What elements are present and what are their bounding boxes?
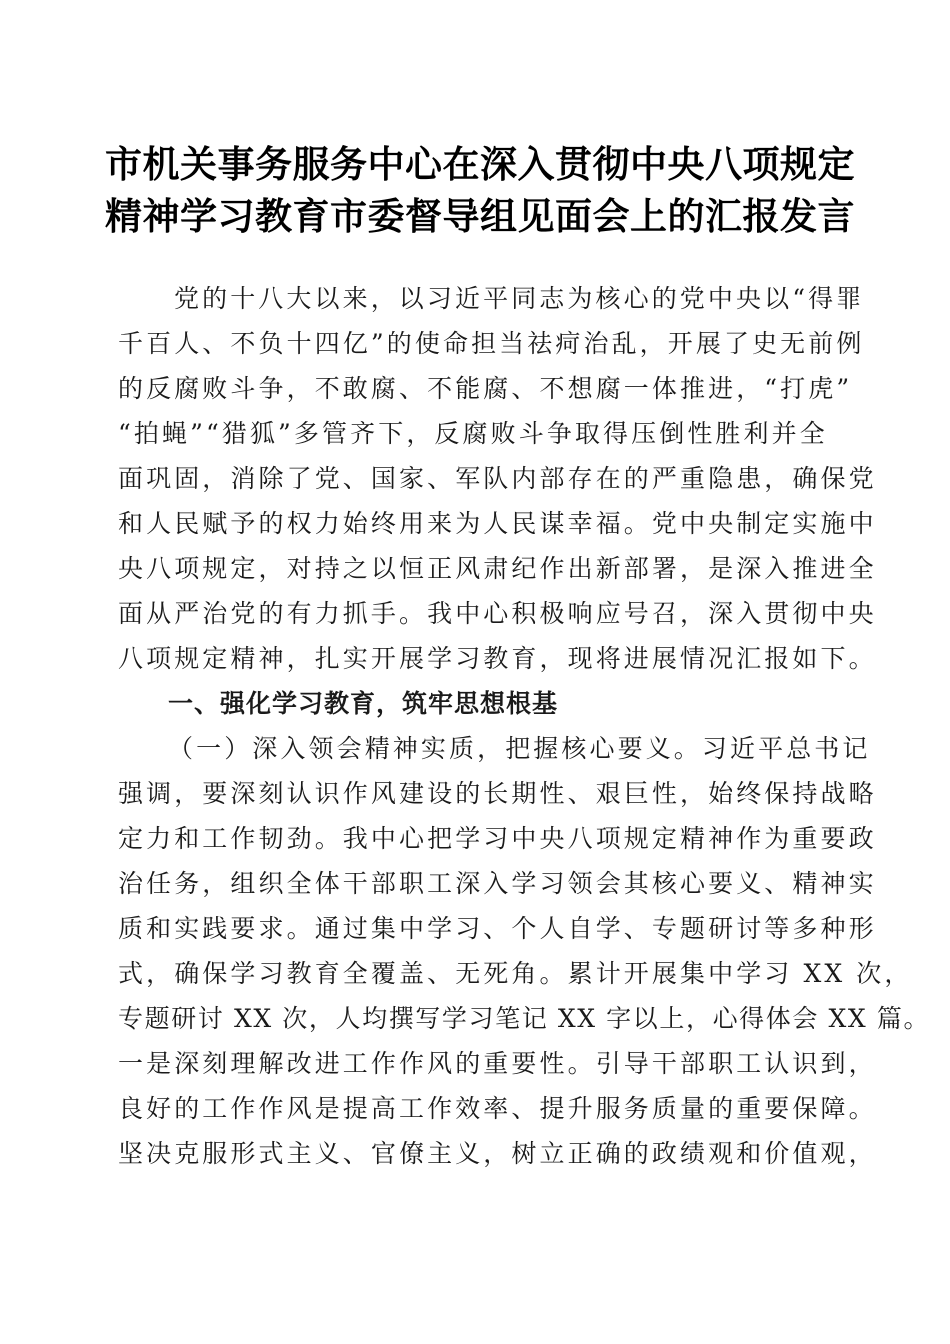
paragraph-line: 八项规定精神，扎实开展学习教育，现将进展情况汇报如下。 xyxy=(118,644,877,673)
paragraph-line: 式，确保学习教育全覆盖、无死角。累计开展集中学习 XX 次， xyxy=(118,959,913,988)
paragraph-line: 治任务，组织全体干部职工深入学习领会其核心要义、精神实 xyxy=(118,869,877,898)
paragraph-line: 定力和工作韧劲。我中心把学习中央八项规定精神作为重要政 xyxy=(118,824,877,853)
document-title xyxy=(100,138,860,242)
paragraph-line: 党的十八大以来，以习近平同志为核心的党中央以“得罪 xyxy=(174,284,865,313)
paragraph-line: 和人民赋予的权力始终用来为人民谋幸福。党中央制定实施中 xyxy=(118,509,877,538)
paragraph-line: 面从严治党的有力抓手。我中心积极响应号召，深入贯彻中央 xyxy=(118,599,877,628)
paragraph-line: （一）深入领会精神实质，把握核心要义。习近平总书记 xyxy=(168,734,871,763)
paragraph-line: 质和实践要求。通过集中学习、个人自学、专题研讨等多种形 xyxy=(118,914,877,943)
paragraph-line: 强调，要深刻认识作风建设的长期性、艰巨性，始终保持战略 xyxy=(118,779,877,808)
paragraph-line: 的反腐败斗争，不敢腐、不能腐、不想腐一体推进，“打虎” xyxy=(118,374,853,403)
paragraph-line: 专题研讨 XX 次，人均撰写学习笔记 XX 字以上，心得体会 XX 篇。 xyxy=(118,1004,931,1033)
title-line-1: 市机关事务服务中心在深入贯彻中央八项规定 xyxy=(105,142,855,186)
document-body xyxy=(118,276,931,1176)
paragraph-line: 坚决克服形式主义、官僚主义，树立正确的政绩观和价值观， xyxy=(118,1139,877,1168)
paragraph-line: 面巩固，消除了党、国家、军队内部存在的严重隐患，确保党 xyxy=(118,464,877,493)
section-heading: 一、强化学习教育，筑牢思想根基 xyxy=(168,689,559,718)
paragraph-line: 良好的工作作风是提高工作效率、提升服务质量的重要保障。 xyxy=(118,1094,877,1123)
paragraph-line: 央八项规定，对持之以恒正风肃纪作出新部署，是深入推进全 xyxy=(118,554,877,583)
title-line-2: 精神学习教育市委督导组见面会上的汇报发言 xyxy=(105,194,855,238)
paragraph-line: “拍蝇”“猎狐”多管齐下，反腐败斗争取得压倒性胜利并全 xyxy=(118,419,828,448)
paragraph-line: 千百人、不负十四亿”的使命担当祛疴治乱，开展了史无前例 xyxy=(118,329,865,358)
paragraph-line: 一是深刻理解改进工作作风的重要性。引导干部职工认识到， xyxy=(118,1049,877,1078)
